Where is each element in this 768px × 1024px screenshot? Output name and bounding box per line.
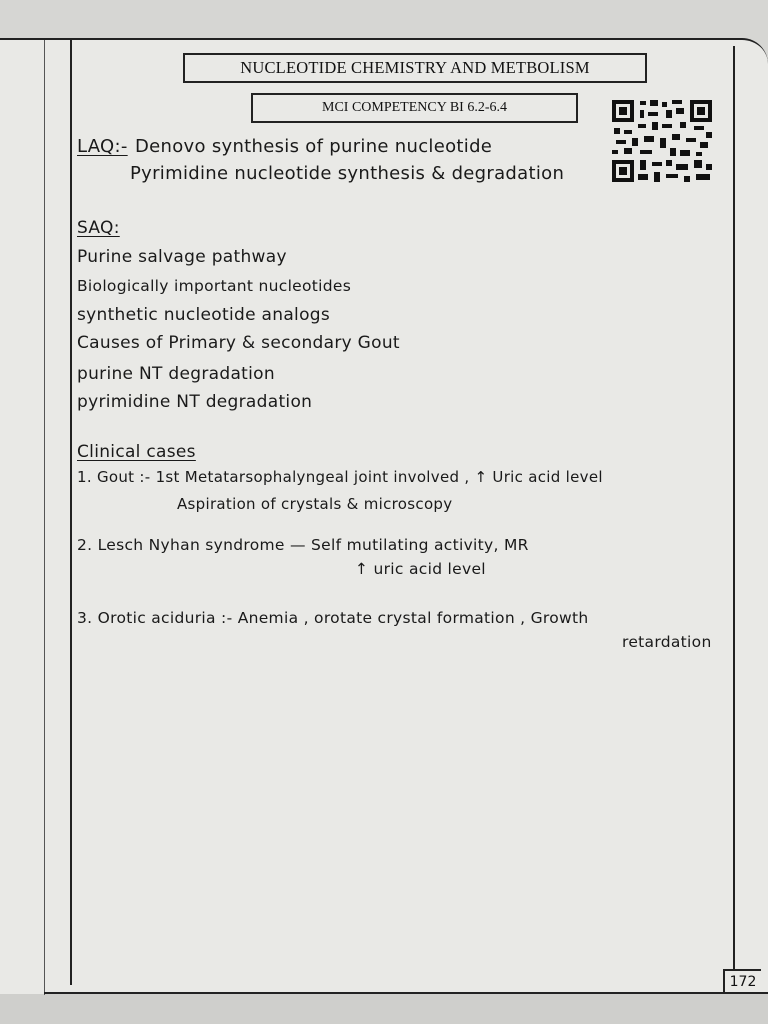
clinical-case-line: ↑ uric acid level — [355, 560, 486, 578]
laq-item: Pyrimidine nucleotide synthesis & degradation — [130, 163, 565, 184]
clinical-case-line: Aspiration of crystals & microscopy — [177, 495, 453, 513]
competency-label: MCI COMPETENCY BI 6.2-6.4 — [251, 93, 578, 123]
far-left-line — [44, 40, 45, 995]
right-margin-line — [733, 46, 735, 969]
page-number: 172 — [723, 969, 761, 993]
page-title: NUCLEOTIDE CHEMISTRY AND METBOLISM — [183, 53, 647, 83]
laq-label: LAQ:- — [77, 136, 128, 157]
clinical-case-line: 3. Orotic aciduria :- Anemia , orotate crystal formation , Growth — [77, 609, 589, 627]
saq-item: purine NT degradation — [77, 364, 275, 384]
bottom-line — [44, 992, 768, 994]
saq-item: Biologically important nucleotides — [77, 277, 352, 295]
saq-item: Causes of Primary & secondary Gout — [77, 333, 400, 353]
saq-item: pyrimidine NT degradation — [77, 392, 313, 412]
saq-label: SAQ: — [77, 218, 120, 238]
page-below-edge — [0, 994, 768, 1024]
clinical-case-line: 1. Gout :- 1st Metatarsophalyngeal joint involved , ↑ Uric acid level — [77, 468, 603, 486]
saq-item: synthetic nucleotide analogs — [77, 305, 331, 325]
laq-item: Denovo synthesis of purine nucleotide — [135, 136, 493, 157]
clinical-label: Clinical cases — [77, 442, 196, 462]
left-margin-line — [70, 40, 72, 985]
clinical-case-line: retardation — [622, 633, 712, 651]
saq-item: Purine salvage pathway — [77, 247, 287, 267]
clinical-case-line: 2. Lesch Nyhan syndrome — Self mutilating activity, MR — [77, 536, 529, 554]
qr-code-icon — [610, 98, 714, 184]
